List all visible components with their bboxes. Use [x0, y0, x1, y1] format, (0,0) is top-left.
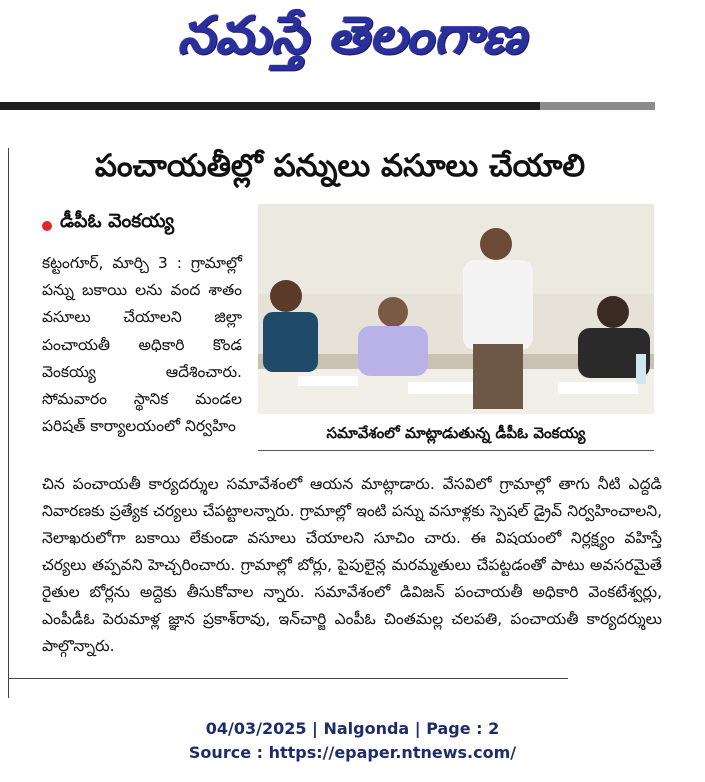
article-headline: పంచాయతీల్లో పన్నులు వసూలు చేయాలి	[94, 148, 586, 184]
masthead-rule	[0, 102, 540, 110]
photo-caption: సమావేశంలో మాట్లాడుతున్న డీపీఓ వెంకయ్య	[258, 418, 654, 451]
article-lead-paragraph: కట్టంగూర్, మార్చి 3 : గ్రామాల్లో పన్ను బకాయి లను వంద శాతం వసూలు చేయాలని జిల్లా పంచాయతీ అధికారి కొండ వెంకయ్య ఆదేశించారు. సోమవారం స్థానిక మండల పరిషత్ కార్యాలయంలో నిర్వహిం	[42, 254, 242, 436]
article-bottom-rule	[8, 678, 568, 679]
masthead-rule-accent	[540, 102, 655, 110]
article-byline: డీపీఓ వెంకయ్య	[60, 210, 175, 232]
masthead-logo: నమస్తే తెలంగాణ	[178, 6, 527, 66]
article-photo	[258, 204, 654, 414]
footer-date-edition: 04/03/2025 | Nalgonda | Page : 2	[205, 719, 500, 738]
column-rule	[8, 148, 9, 698]
masthead	[0, 0, 705, 100]
byline-bullet-icon	[42, 221, 52, 231]
article-body-paragraph: చిన పంచాయతీ కార్యదర్శుల సమావేశంలో ఆయన మాట్లాడారు. వేసవిలో గ్రామాల్లో తాగు నీటి ఎద్దడి నివారణకు ప్రత్యేక చర్యలు చేపట్టాలన్నారు. గ్రామాల్లో ఇంటి పన్ను వసూళ్లకు స్పెషల్ డ్రైవ్ నిర్వహించాలని, నెలాఖరులోగా బకాయి లేకుండా వసూలు చేయాలని సూచిం చారు. ఈ విషయంలో నిర్లక్ష్యం వహిస్తే చర్యలు తప్పవని హెచ్చరించారు. గ్రామాల్లో బోర్లు, పైపులైన్ల మరమ్మతులు చేపట్టడంతో పాటు అవసరమైతే రైతుల బోర్లను అద్దెకు తీసుకోవాల న్నారు. సమావేశంలో డివిజన్ పంచాయతీ అధికారి వెంకటేశ్వర్లు, ఎంపీడీఓ పెరుమాళ్ల జ్ఞాన ప్రకాశ్‌రావు, ఇన్‌చార్జి ఎంపీఓ చింతమల్ల చలపతి, పంచాయతీ కార్యదర్శులు పాల్గొన్నారు.	[42, 475, 662, 655]
meeting-photo-image	[258, 204, 654, 414]
footer-source: Source : https://epaper.ntnews.com/	[188, 743, 517, 762]
